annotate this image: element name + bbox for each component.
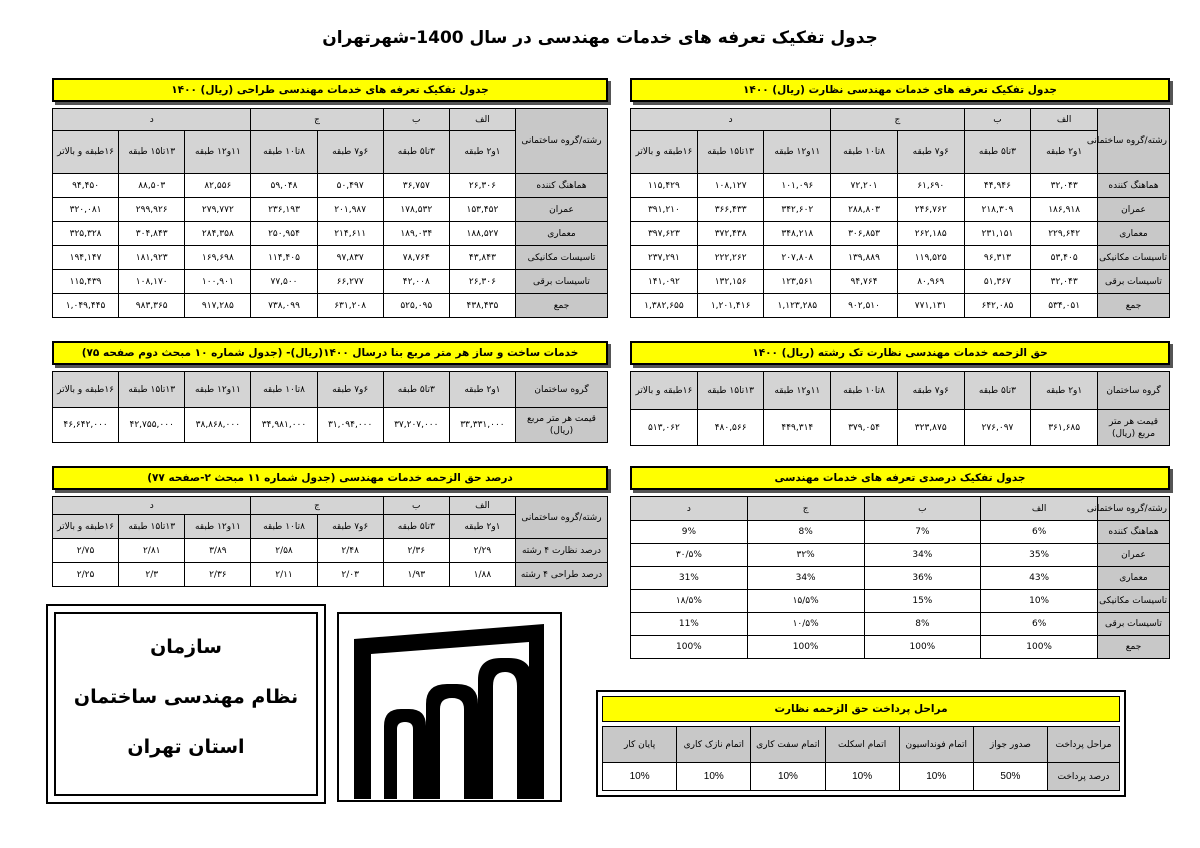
value-cell: ۱۱۴,۴۰۵ bbox=[251, 246, 317, 270]
value-cell: ۱۱۵,۴۲۹ bbox=[631, 174, 698, 198]
value-cell: ۲/۵۸ bbox=[251, 539, 317, 563]
row-label: هماهنگ کننده bbox=[1098, 521, 1170, 544]
value-cell: ۱۰۱,۰۹۶ bbox=[764, 174, 831, 198]
value-cell: ۶۱,۶۹۰ bbox=[897, 174, 964, 198]
value-cell: ۴۴۹,۳۱۴ bbox=[764, 410, 831, 446]
value-cell: 10% bbox=[603, 763, 677, 791]
value-cell: ۸۸,۵۰۳ bbox=[119, 174, 185, 198]
value-cell: 10% bbox=[751, 763, 825, 791]
corner-cell: رشته/گروه ساختمانی bbox=[1098, 109, 1170, 174]
value-cell: ۳۷۲,۴۳۸ bbox=[697, 222, 764, 246]
sub-header: ۱۳تا۱۵ طبقه bbox=[119, 515, 185, 539]
group-header: د bbox=[631, 497, 748, 521]
value-cell: ۴۸۰,۵۶۶ bbox=[697, 410, 764, 446]
group-header: ج bbox=[251, 109, 383, 131]
table-row bbox=[631, 222, 1170, 246]
value-cell: ۶۳۱,۲۰۸ bbox=[317, 294, 383, 318]
marahel-frame bbox=[596, 690, 1126, 797]
haghozahme-grid bbox=[52, 496, 608, 587]
tarahi-table bbox=[52, 78, 608, 318]
sub-header: ۱۱و۱۲ طبقه bbox=[764, 372, 831, 410]
sub-header: ۱۱و۱۲ طبقه bbox=[764, 131, 831, 174]
value-cell: ۲۵۰,۹۵۴ bbox=[251, 222, 317, 246]
value-cell: 7% bbox=[864, 521, 981, 544]
value-cell: ۲/۷۵ bbox=[53, 539, 119, 563]
nezarat-body bbox=[631, 174, 1170, 318]
sub-header: ۶و۷ طبقه bbox=[897, 372, 964, 410]
sub-header: ۱۶طبقه و بالاتر bbox=[631, 131, 698, 174]
value-cell: ۱۹۴,۱۴۷ bbox=[53, 246, 119, 270]
sub-header: ۸تا۱۰ طبقه bbox=[831, 131, 898, 174]
sub-header: ۱و۲ طبقه bbox=[449, 131, 515, 174]
value-cell: ۳۷۹,۰۵۴ bbox=[831, 410, 898, 446]
value-cell: ۲۰۷,۸۰۸ bbox=[764, 246, 831, 270]
group-header: ب bbox=[964, 109, 1031, 131]
value-cell: ۵۹,۰۴۸ bbox=[251, 174, 317, 198]
value-cell: ۴۲,۰۰۸ bbox=[383, 270, 449, 294]
value-cell: 8% bbox=[864, 613, 981, 636]
value-cell: ۲۱۴,۶۱۱ bbox=[317, 222, 383, 246]
table-row bbox=[631, 521, 1170, 544]
stage-header: اتمام اسکلت bbox=[825, 727, 899, 763]
value-cell: ۳۶,۷۵۷ bbox=[383, 174, 449, 198]
corner-cell: گروه ساختمان bbox=[1098, 372, 1170, 410]
value-cell: ۷۷۱,۱۳۱ bbox=[897, 294, 964, 318]
value-cell: 34% bbox=[747, 567, 864, 590]
org-name-inner-frame bbox=[54, 612, 318, 796]
value-cell: ۲۳۶,۱۹۳ bbox=[251, 198, 317, 222]
sub-header: ۳تا۵ طبقه bbox=[964, 131, 1031, 174]
value-cell: ۲۸۸,۸۰۳ bbox=[831, 198, 898, 222]
row-label: تاسیسات مکانیکی bbox=[1098, 590, 1170, 613]
group-header: الف bbox=[449, 497, 515, 515]
org-logo-icon bbox=[339, 614, 560, 800]
page-title: جدول تفکیک تعرفه های خدمات مهندسی در سال 1400-شهرتهران bbox=[322, 28, 878, 48]
value-cell: ۱۸۱,۹۲۳ bbox=[119, 246, 185, 270]
table-row bbox=[631, 613, 1170, 636]
value-cell: ۳۹۱,۲۱۰ bbox=[631, 198, 698, 222]
value-cell: ۱,۲۰۱,۴۱۶ bbox=[697, 294, 764, 318]
value-cell: ۶۶,۲۷۷ bbox=[317, 270, 383, 294]
value-cell: ۲۶۲,۱۸۵ bbox=[897, 222, 964, 246]
group-header: ج bbox=[747, 497, 864, 521]
value-cell: 15% bbox=[864, 590, 981, 613]
value-cell: ۱۳۲,۱۵۶ bbox=[697, 270, 764, 294]
group-header: ج bbox=[251, 497, 383, 515]
sub-header: ۱۶طبقه و بالاتر bbox=[53, 515, 119, 539]
value-cell: ۱/۹۳ bbox=[383, 563, 449, 587]
value-cell: ۱۱۵,۴۳۹ bbox=[53, 270, 119, 294]
group-header: ج bbox=[831, 109, 964, 131]
row-label: جمع bbox=[516, 294, 608, 318]
table-row bbox=[53, 222, 608, 246]
row-label: تاسیسات مکانیکی bbox=[516, 246, 608, 270]
group-header: الف bbox=[981, 497, 1098, 521]
value-cell: ۱۸۹,۰۳۴ bbox=[383, 222, 449, 246]
value-cell: ۳۲۰,۰۸۱ bbox=[53, 198, 119, 222]
value-cell: ۲۷۶,۰۹۷ bbox=[964, 410, 1031, 446]
tak-reshte-table bbox=[630, 341, 1170, 446]
row-label: هماهنگ کننده bbox=[516, 174, 608, 198]
value-cell: 100% bbox=[747, 636, 864, 659]
group-header: ب bbox=[383, 497, 449, 515]
value-cell: ۳۰۴,۸۴۳ bbox=[119, 222, 185, 246]
value-cell: 35% bbox=[981, 544, 1098, 567]
value-cell: ۲۱۸,۳۰۹ bbox=[964, 198, 1031, 222]
value-cell: ۱۰۸,۱۷۰ bbox=[119, 270, 185, 294]
value-cell: ۵۲۵,۰۹۵ bbox=[383, 294, 449, 318]
row-label: جمع bbox=[1098, 294, 1170, 318]
value-cell: 10% bbox=[677, 763, 751, 791]
table-row bbox=[631, 590, 1170, 613]
value-cell: 100% bbox=[631, 636, 748, 659]
value-cell: ۱/۸۸ bbox=[449, 563, 515, 587]
value-cell: 100% bbox=[981, 636, 1098, 659]
corner-cell: رشته/گروه ساختمانی bbox=[516, 497, 608, 539]
row-label: جمع bbox=[1098, 636, 1170, 659]
sakht-grid bbox=[52, 371, 608, 443]
row-label: هماهنگ کننده bbox=[1098, 174, 1170, 198]
value-cell: ۳۶۱,۶۸۵ bbox=[1031, 410, 1098, 446]
group-header: الف bbox=[449, 109, 515, 131]
org-line-3: استان تهران bbox=[127, 736, 245, 758]
row-label: تاسیسات مکانیکی bbox=[1098, 246, 1170, 270]
value-cell: ۲۸۴,۳۵۸ bbox=[185, 222, 251, 246]
value-cell: 10% bbox=[899, 763, 973, 791]
row-label: معماری bbox=[1098, 222, 1170, 246]
value-cell: 6% bbox=[981, 613, 1098, 636]
sub-header: ۱۶طبقه و بالاتر bbox=[53, 372, 119, 408]
value-cell: ۸۰,۹۶۹ bbox=[897, 270, 964, 294]
value-cell: ۱۴۱,۰۹۲ bbox=[631, 270, 698, 294]
value-cell: 9% bbox=[631, 521, 748, 544]
sub-header: ۱۱و۱۲ طبقه bbox=[185, 515, 251, 539]
tak-reshte-title: حق الزحمه خدمات مهندسی نظارت تک رشته (ریال) ۱۴۰۰ bbox=[630, 341, 1170, 365]
haghozahme-table-title: درصد حق الزحمه خدمات مهندسی (جدول شماره ۱۱ مبحث ۲-صفحه ۷۷) bbox=[52, 466, 608, 490]
sakht-table bbox=[52, 341, 608, 443]
darsad-table-title: جدول تفکیک درصدی تعرفه های خدمات مهندسی bbox=[630, 466, 1170, 490]
value-cell: ۴۴,۹۴۶ bbox=[964, 174, 1031, 198]
darsad-table bbox=[630, 466, 1170, 659]
nezarat-grid bbox=[630, 108, 1170, 318]
sub-header: ۸تا۱۰ طبقه bbox=[831, 372, 898, 410]
value-cell: ۹۶,۳۱۳ bbox=[964, 246, 1031, 270]
value-cell: ۲۳۱,۱۵۱ bbox=[964, 222, 1031, 246]
value-cell: ۲۷۹,۷۷۲ bbox=[185, 198, 251, 222]
table-row bbox=[631, 567, 1170, 590]
value-cell: ۳۴,۹۸۱,۰۰۰ bbox=[251, 408, 317, 443]
stage-header: صدور جواز bbox=[973, 727, 1047, 763]
table-row bbox=[631, 636, 1170, 659]
marahel-grid bbox=[602, 726, 1120, 791]
value-cell: ۲/۱۱ bbox=[251, 563, 317, 587]
sub-header: ۱۱و۱۲ طبقه bbox=[185, 131, 251, 174]
value-cell: ۱۰/۵% bbox=[747, 613, 864, 636]
value-cell: ۲/۲۹ bbox=[449, 539, 515, 563]
value-cell: ۶۴۲,۰۸۵ bbox=[964, 294, 1031, 318]
value-cell: ۷۸,۷۶۴ bbox=[383, 246, 449, 270]
value-cell: ۳۲,۰۴۳ bbox=[1031, 174, 1098, 198]
value-cell: ۲۲۹,۶۴۲ bbox=[1031, 222, 1098, 246]
value-cell: ۳۲۳,۸۷۵ bbox=[897, 410, 964, 446]
value-cell: ۱۵۳,۴۵۲ bbox=[449, 198, 515, 222]
row-label: درصد طراحی ۴ رشته bbox=[516, 563, 608, 587]
value-cell: ۳۲۵,۳۲۸ bbox=[53, 222, 119, 246]
value-cell: 43% bbox=[981, 567, 1098, 590]
value-cell: ۷۷,۵۰۰ bbox=[251, 270, 317, 294]
value-cell: ۲/۴۸ bbox=[317, 539, 383, 563]
sub-header: ۶و۷ طبقه bbox=[317, 372, 383, 408]
stage-header: اتمام سفت کاری bbox=[751, 727, 825, 763]
value-cell: ۲/۳۶ bbox=[383, 539, 449, 563]
group-header: ب bbox=[383, 109, 449, 131]
value-cell: 31% bbox=[631, 567, 748, 590]
group-header: د bbox=[53, 109, 251, 131]
org-line-1: سازمان bbox=[150, 636, 222, 658]
sub-header: ۸تا۱۰ طبقه bbox=[251, 131, 317, 174]
row-label: معماری bbox=[516, 222, 608, 246]
value-cell: ۹۴,۷۶۴ bbox=[831, 270, 898, 294]
value-cell: ۹۰۲,۵۱۰ bbox=[831, 294, 898, 318]
sub-header: ۱۶طبقه و بالاتر bbox=[53, 131, 119, 174]
row-label: عمران bbox=[516, 198, 608, 222]
table-row bbox=[53, 539, 608, 563]
sub-header: ۱۳تا۱۵ طبقه bbox=[697, 131, 764, 174]
haghozahme-body bbox=[53, 539, 608, 587]
value-cell: ۵۱,۳۶۷ bbox=[964, 270, 1031, 294]
table-row bbox=[53, 246, 608, 270]
table-row bbox=[631, 544, 1170, 567]
row-label: عمران bbox=[1098, 198, 1170, 222]
value-cell: ۱۷۸,۵۳۲ bbox=[383, 198, 449, 222]
row-label: تاسیسات برقی bbox=[1098, 613, 1170, 636]
table-row bbox=[631, 294, 1170, 318]
corner-cell: گروه ساختمان bbox=[516, 372, 608, 408]
row-label: عمران bbox=[1098, 544, 1170, 567]
marahel-table-title: مراحل پرداخت حق الزحمه نظارت bbox=[602, 696, 1120, 722]
sub-header: ۶و۷ طبقه bbox=[897, 131, 964, 174]
value-cell: ۳/۸۹ bbox=[185, 539, 251, 563]
group-header: ب bbox=[864, 497, 981, 521]
value-cell: ۳۲% bbox=[747, 544, 864, 567]
value-cell: 10% bbox=[981, 590, 1098, 613]
value-cell: ۱,۳۸۲,۶۵۵ bbox=[631, 294, 698, 318]
value-cell: ۱۶۹,۶۹۸ bbox=[185, 246, 251, 270]
marahel-table bbox=[596, 690, 1126, 797]
sub-header: ۳تا۵ طبقه bbox=[383, 515, 449, 539]
corner-cell: رشته/گروه ساختمانی bbox=[516, 109, 608, 174]
group-header: الف bbox=[1031, 109, 1098, 131]
value-cell: ۹۴,۴۵۰ bbox=[53, 174, 119, 198]
value-cell: 10% bbox=[825, 763, 899, 791]
tarahi-body bbox=[53, 174, 608, 318]
value-cell: ۴۲,۷۵۵,۰۰۰ bbox=[119, 408, 185, 443]
value-cell: ۱۲۳,۵۶۱ bbox=[764, 270, 831, 294]
value-cell: ۳۰/۵% bbox=[631, 544, 748, 567]
value-cell: ۱۸۶,۹۱۸ bbox=[1031, 198, 1098, 222]
value-cell: ۱۰۸,۱۲۷ bbox=[697, 174, 764, 198]
sub-header: ۳تا۵ طبقه bbox=[964, 372, 1031, 410]
value-cell: ۲/۲۵ bbox=[53, 563, 119, 587]
sub-header: ۸تا۱۰ طبقه bbox=[251, 372, 317, 408]
value-cell: ۲۰۱,۹۸۷ bbox=[317, 198, 383, 222]
value-cell: ۵۱۳,۰۶۲ bbox=[631, 410, 698, 446]
table-row bbox=[631, 198, 1170, 222]
value-cell: ۳۰۶,۸۵۳ bbox=[831, 222, 898, 246]
table-row bbox=[631, 174, 1170, 198]
row-label: تاسیسات برقی bbox=[1098, 270, 1170, 294]
value-cell: ۳۲,۰۴۳ bbox=[1031, 270, 1098, 294]
table-row bbox=[53, 174, 608, 198]
org-name-box bbox=[46, 604, 326, 804]
value-cell: ۱,۱۲۳,۲۸۵ bbox=[764, 294, 831, 318]
sub-header: ۸تا۱۰ طبقه bbox=[251, 515, 317, 539]
table-row bbox=[631, 246, 1170, 270]
row-label: قیمت هر متر مربع (ریال) bbox=[1098, 410, 1170, 446]
value-cell: ۵۳,۴۰۵ bbox=[1031, 246, 1098, 270]
value-cell: ۱۵/۵% bbox=[747, 590, 864, 613]
value-cell: ۳۶۶,۴۳۳ bbox=[697, 198, 764, 222]
group-header: د bbox=[53, 497, 251, 515]
corner-cell: مراحل پرداخت bbox=[1048, 727, 1120, 763]
group-header: د bbox=[631, 109, 831, 131]
value-cell: 8% bbox=[747, 521, 864, 544]
sub-header: ۱۳تا۱۵ طبقه bbox=[119, 131, 185, 174]
darsad-body bbox=[631, 521, 1170, 659]
value-cell: ۲۶,۳۰۶ bbox=[449, 174, 515, 198]
corner-cell: رشته/گروه ساختمانی bbox=[1098, 497, 1170, 521]
stage-header: اتمام نازک کاری bbox=[677, 727, 751, 763]
value-cell: ۲/۳۶ bbox=[185, 563, 251, 587]
value-cell: ۱۱۹,۵۲۵ bbox=[897, 246, 964, 270]
value-cell: ۱۸/۵% bbox=[631, 590, 748, 613]
value-cell: ۹۱۷,۲۸۵ bbox=[185, 294, 251, 318]
sub-header: ۱و۲ طبقه bbox=[449, 372, 515, 408]
value-cell: ۷۲,۲۰۱ bbox=[831, 174, 898, 198]
value-cell: ۳۱,۰۹۴,۰۰۰ bbox=[317, 408, 383, 443]
sub-header: ۱۶طبقه و بالاتر bbox=[631, 372, 698, 410]
value-cell: ۲۴۶,۷۶۲ bbox=[897, 198, 964, 222]
value-cell: ۳۴۲,۶۰۲ bbox=[764, 198, 831, 222]
table-row bbox=[53, 270, 608, 294]
value-cell: ۱۳۹,۸۸۹ bbox=[831, 246, 898, 270]
value-cell: ۵۰,۴۹۷ bbox=[317, 174, 383, 198]
nezarat-table bbox=[630, 78, 1170, 318]
table-row bbox=[53, 198, 608, 222]
value-cell: 100% bbox=[864, 636, 981, 659]
value-cell: ۴۳۸,۴۳۵ bbox=[449, 294, 515, 318]
tarahi-table-title: جدول تفکیک تعرفه های خدمات مهندسی طراحی (ریال) ۱۴۰۰ bbox=[52, 78, 608, 102]
value-cell: ۱۰۰,۹۰۱ bbox=[185, 270, 251, 294]
value-cell: 6% bbox=[981, 521, 1098, 544]
value-cell: ۷۳۸,۰۹۹ bbox=[251, 294, 317, 318]
value-cell: ۲/۳ bbox=[119, 563, 185, 587]
value-cell: ۳۳,۳۳۱,۰۰۰ bbox=[449, 408, 515, 443]
value-cell: 50% bbox=[973, 763, 1047, 791]
value-cell: ۹۷,۸۳۷ bbox=[317, 246, 383, 270]
value-cell: ۴۶,۶۴۲,۰۰۰ bbox=[53, 408, 119, 443]
darsad-grid bbox=[630, 496, 1170, 659]
value-cell: ۳۴۸,۲۱۸ bbox=[764, 222, 831, 246]
value-cell: ۲/۰۳ bbox=[317, 563, 383, 587]
org-line-2: نظام مهندسی ساختمان bbox=[73, 686, 299, 708]
sub-header: ۱و۲ طبقه bbox=[449, 515, 515, 539]
value-cell: ۱,۰۴۹,۴۴۵ bbox=[53, 294, 119, 318]
value-cell: ۵۳۴,۰۵۱ bbox=[1031, 294, 1098, 318]
value-cell: ۱۸۸,۵۲۷ bbox=[449, 222, 515, 246]
value-cell: ۳۸,۸۶۸,۰۰۰ bbox=[185, 408, 251, 443]
sub-header: ۳تا۵ طبقه bbox=[383, 131, 449, 174]
value-cell: 36% bbox=[864, 567, 981, 590]
row-label: درصد نظارت ۴ رشته bbox=[516, 539, 608, 563]
sub-header: ۱۳تا۱۵ طبقه bbox=[119, 372, 185, 408]
tarahi-grid bbox=[52, 108, 608, 318]
tak-reshte-grid bbox=[630, 371, 1170, 446]
value-cell: ۲۳۷,۲۹۱ bbox=[631, 246, 698, 270]
table-row bbox=[631, 270, 1170, 294]
value-cell: ۸۲,۵۵۶ bbox=[185, 174, 251, 198]
value-cell: ۹۸۳,۳۶۵ bbox=[119, 294, 185, 318]
sakht-table-title: خدمات ساخت و ساز هر متر مربع بنا درسال ۱۴۰۰(ریال)- (جدول شماره ۱۰ مبحث دوم صفحه ۷۵) bbox=[52, 341, 608, 365]
row-label: تاسیسات برقی bbox=[516, 270, 608, 294]
sub-header: ۱۳تا۱۵ طبقه bbox=[697, 372, 764, 410]
sub-header: ۱و۲ طبقه bbox=[1031, 131, 1098, 174]
sub-header: ۶و۷ طبقه bbox=[317, 515, 383, 539]
stage-header: پایان کار bbox=[603, 727, 677, 763]
table-row bbox=[53, 563, 608, 587]
haghozahme-table bbox=[52, 466, 608, 587]
table-row bbox=[53, 294, 608, 318]
row-label: معماری bbox=[1098, 567, 1170, 590]
sub-header: ۳تا۵ طبقه bbox=[383, 372, 449, 408]
value-cell: ۳۷,۲۰۷,۰۰۰ bbox=[383, 408, 449, 443]
stage-header: اتمام فونداسیون bbox=[899, 727, 973, 763]
sub-header: ۱و۲ طبقه bbox=[1031, 372, 1098, 410]
row-label: درصد پرداخت bbox=[1048, 763, 1120, 791]
row-label: قیمت هر متر مربع (ریال) bbox=[516, 408, 608, 443]
value-cell: ۲۹۹,۹۲۶ bbox=[119, 198, 185, 222]
value-cell: ۳۹۷,۶۲۳ bbox=[631, 222, 698, 246]
nezarat-table-title: جدول تفکیک تعرفه های خدمات مهندسی نظارت (ریال) ۱۴۰۰ bbox=[630, 78, 1170, 102]
value-cell: 34% bbox=[864, 544, 981, 567]
value-cell: 11% bbox=[631, 613, 748, 636]
sub-header: ۶و۷ طبقه bbox=[317, 131, 383, 174]
value-cell: ۲/۸۱ bbox=[119, 539, 185, 563]
value-cell: ۲۶,۳۰۶ bbox=[449, 270, 515, 294]
org-logo bbox=[337, 612, 562, 802]
sub-header: ۱۱و۱۲ طبقه bbox=[185, 372, 251, 408]
value-cell: ۲۲۲,۲۶۲ bbox=[697, 246, 764, 270]
value-cell: ۴۳,۸۴۳ bbox=[449, 246, 515, 270]
